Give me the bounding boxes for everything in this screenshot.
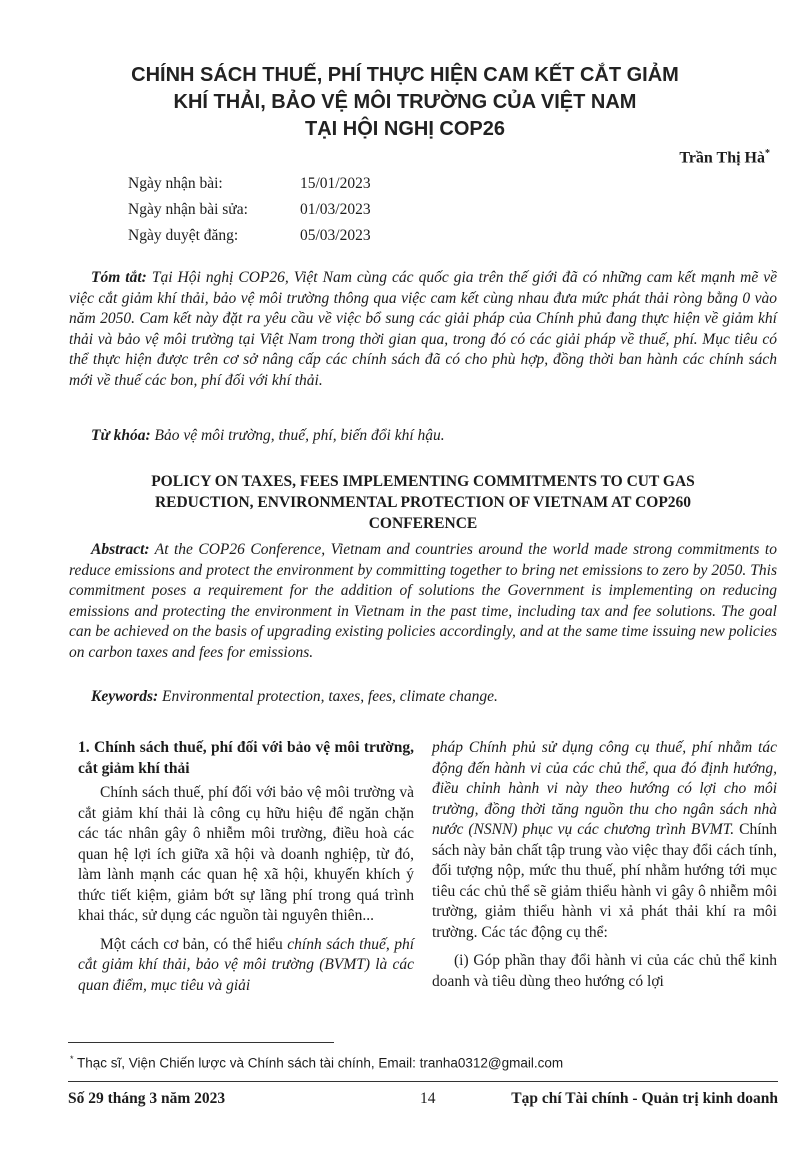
date-row-received: [128, 171, 371, 197]
article-title-vi: [60, 62, 750, 143]
date-label: Ngày duyệt đăng:: [128, 227, 239, 244]
keywords-en-text: Environmental protection, taxes, fees, climate change.: [162, 688, 498, 705]
footnote-divider: [68, 1042, 334, 1043]
title-en-line-2: REDUCTION, ENVIRONMENTAL PROTECTION OF VIETNAM AT COP260: [154, 494, 692, 511]
date-value: 15/01/2023: [300, 175, 371, 192]
body-paragraph: [78, 935, 414, 997]
abstract-vi-label: Tóm tắt:: [91, 269, 147, 286]
body-text-italic: chính sách thuế, phí cắt giảm khí thải, bảo vệ môi trường (BVMT) là các quan điểm, mục tiêu và giải: [78, 935, 415, 994]
body-text-italic: pháp Chính phủ sử dụng công cụ thuế, phí nhằm tác động đến hành vi của các chủ thể, qua đó định hướng, điều chỉnh hành vi này theo hướng có lợi cho môi trường, đồng thời tăng nguồn thu cho ngân sách nhà nước (NSNN) phục vụ các chương trình BVMT.: [432, 739, 777, 838]
date-label: Ngày nhận bài:: [128, 175, 223, 192]
date-value: 01/03/2023: [300, 201, 371, 218]
date-row-revised: [128, 197, 371, 223]
page-footer: [68, 1090, 778, 1108]
abstract-vi: [69, 268, 777, 391]
abstract-vi-text: Tại Hội nghị COP26, Việt Nam cùng các quốc gia trên thế giới đã có những cam kết mạnh mẽ về việc cắt giảm khí thải, bảo vệ môi trường thông qua việc cam kết cùng nhau đưa mức phát thải ròng bằng 0 vào năm 2050. Cam kết này đặt ra yêu cầu về việc bổ sung các giải pháp của Chính phủ đang thực hiện về giảm khí thải và bảo vệ môi trường tại Việt Nam trong thời gian qua, trong đó có các giải pháp về thuế, phí. Mục tiêu có thể thực hiện được trên cơ sở nâng cấp các chính sách đã có cho phù hợp, đồng thời ban hành các chính sách mới về thuế các bon, phí đối với khí thải.: [69, 269, 777, 389]
title-en-line-1: POLICY ON TAXES, FEES IMPLEMENTING COMMITMENTS TO CUT GAS: [151, 473, 695, 490]
footnote-text: Thạc sĩ, Viện Chiến lược và Chính sách tài chính, Email: tranha0312@gmail.com: [77, 1055, 564, 1071]
author-footnote-marker: *: [765, 148, 770, 159]
body-paragraph: Chính sách thuế, phí đối với bảo vệ môi trường và cắt giảm khí thải là công cụ hữu hiệu để ngăn chặn các tác nhân gây ô nhiễm môi trường, điều hoà các quan hệ lợi ích giữa xã hội và doanh nghiệp, từ đó, làm lành mạnh các quan hệ xã hội, khuyến khích ý thức tiết kiệm, giảm bớt sự lãng phí trong quá trình khai thác, sử dụng các nguồn tài nguyên thiên...: [78, 784, 414, 924]
author-name: Trần Thị Hà: [679, 149, 765, 167]
keywords-vi: [91, 427, 445, 445]
abstract-en: [69, 540, 777, 663]
body-text: Chính sách này bản chất tập trung vào việc thay đổi cách tính, đối tượng nộp, mức thu thuế, phí nhằm hướng tới mục tiêu các chủ thể sẽ giảm thiểu hành vi gây ô nhiễm môi trường, giảm thiểu hành vi xả phát thải khí ra môi trường. Các tác động cụ thể:: [432, 821, 777, 941]
keywords-en: [91, 688, 498, 706]
keywords-vi-text: Bảo vệ môi trường, thuế, phí, biến đổi khí hậu.: [154, 427, 445, 444]
section-heading: 1. Chính sách thuế, phí đối với bảo vệ môi trường, cắt giảm khí thải: [78, 739, 414, 777]
abstract-en-label: Abstract:: [91, 541, 150, 558]
body-paragraph: [432, 738, 777, 943]
title-en-line-3: CONFERENCE: [368, 515, 478, 532]
title-vi-line-2: KHÍ THẢI, BẢO VỆ MÔI TRƯỜNG CỦA VIỆT NAM: [173, 91, 637, 113]
article-title-en: [70, 471, 776, 534]
date-value: 05/03/2023: [300, 227, 371, 244]
footer-divider: [68, 1081, 778, 1082]
keywords-vi-label: Từ khóa:: [91, 427, 151, 444]
footer-journal: Tạp chí Tài chính - Quản trị kinh doanh: [511, 1090, 778, 1107]
keywords-en-label: Keywords:: [91, 688, 159, 705]
body-column-right: [432, 738, 777, 1000]
author: [679, 148, 770, 167]
footnote: [70, 1054, 563, 1071]
footnote-marker: *: [70, 1054, 74, 1064]
date-row-accepted: [128, 223, 371, 249]
title-vi-line-3: TẠI HỘI NGHỊ COP26: [304, 118, 506, 140]
body-column-left: [78, 738, 414, 1004]
abstract-en-text: At the COP26 Conference, Vietnam and countries around the world made strong commitments to reduce emissions and protect the environment by committing together to bring net emissions to zero by 2050. This commitment poses a requirement for the addition of solutions the Government is implementing on reducing emissions and protecting the environment in Vietnam in the past time, including tax and fee solutions. The goal can be achieved on the basis of upgrading existing policies accordingly, and at the same time issuing new policies on carbon taxes and fees for emissions.: [69, 541, 777, 661]
footer-issue: Số 29 tháng 3 năm 2023: [68, 1090, 226, 1107]
page-number: 14: [420, 1090, 436, 1107]
date-label: Ngày nhận bài sửa:: [128, 201, 248, 218]
title-vi-line-1: CHÍNH SÁCH THUẾ, PHÍ THỰC HIỆN CAM KẾT CẮT GIẢM: [131, 64, 679, 86]
body-paragraph: (i) Góp phần thay đổi hành vi của các chủ thể kinh doanh và tiêu dùng theo hướng có lợi: [432, 952, 777, 990]
submission-dates: [128, 171, 371, 249]
body-text: Một cách cơ bản, có thể hiểu: [100, 935, 288, 953]
